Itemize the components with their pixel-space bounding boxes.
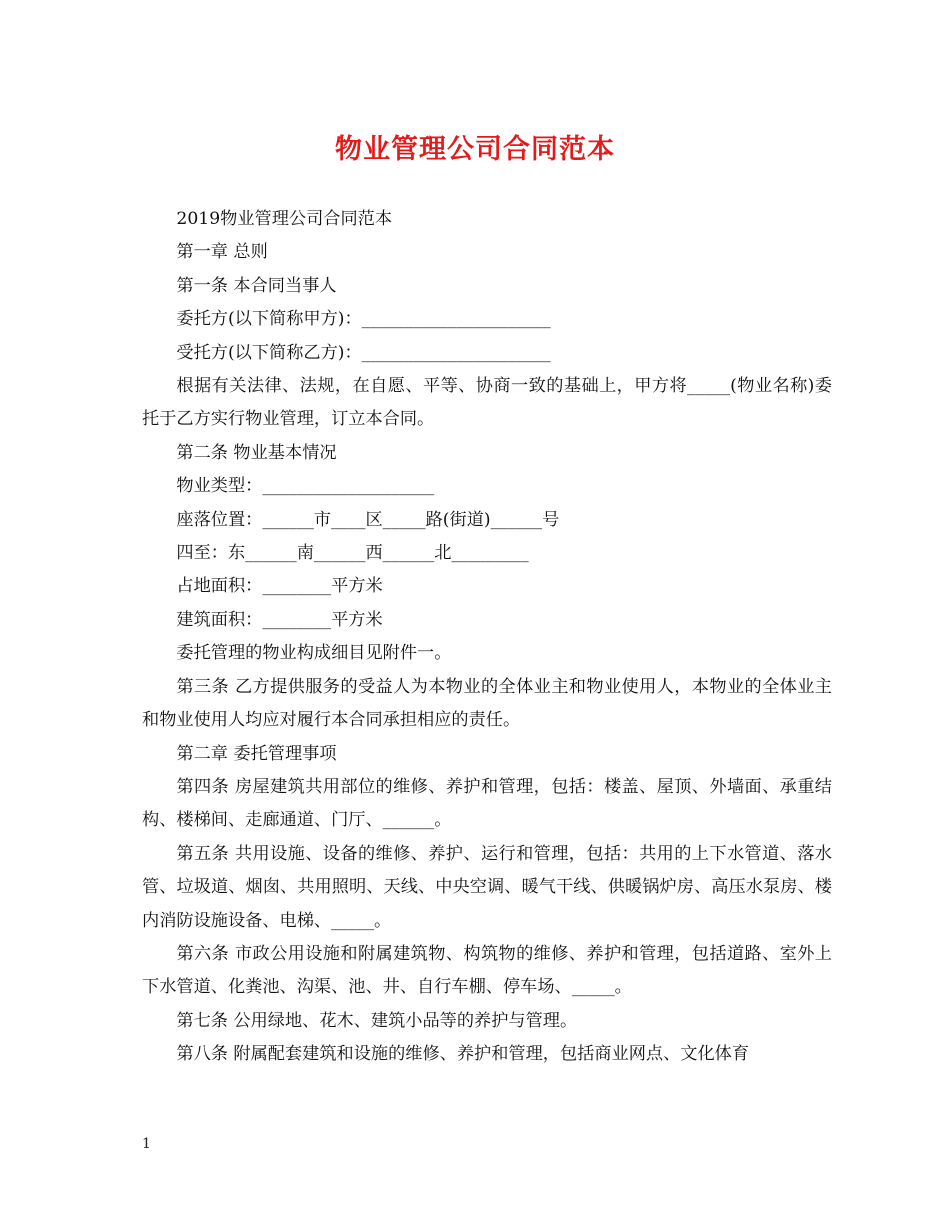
paragraph: 根据有关法律、法规，在自愿、平等、协商一致的基础上，甲方将_____(物业名称)委托于乙方实行物业管理，订立本合同。 bbox=[142, 376, 832, 430]
paragraph: 第六条 市政公用设施和附属建筑物、构筑物的维修、养护和管理，包括道路、室外上下水管道、化粪池、沟渠、池、井、自行车棚、停车场、_____。 bbox=[142, 943, 832, 998]
paragraph: 占地面积：________平方米 bbox=[176, 576, 383, 597]
document-title: 物业管理公司合同范本 bbox=[335, 134, 615, 165]
paragraph: 物业类型：____________________ bbox=[176, 476, 435, 497]
chapter-heading: 第一章 总则 bbox=[176, 242, 268, 263]
paragraph: 第八条 附属配套建筑和设施的维修、养护和管理，包括商业网点、文化体育 bbox=[176, 1044, 750, 1065]
chapter-heading: 第二章 委托管理事项 bbox=[176, 743, 337, 764]
paragraph: 委托管理的物业构成细目见附件一。 bbox=[176, 643, 452, 664]
page-number: 1 bbox=[142, 1136, 151, 1152]
paragraph: 2019物业管理公司合同范本 bbox=[176, 209, 393, 229]
paragraph: 第四条 房屋建筑共用部位的维修、养护和管理，包括：楼盖、屋顶、外墙面、承重结构、楼梯间、走廊通道、门厅、______。 bbox=[142, 776, 832, 831]
paragraph: 第七条 公用绿地、花木、建筑小品等的养护与管理。 bbox=[176, 1010, 578, 1031]
paragraph: 第三条 乙方提供服务的受益人为本物业的全体业主和物业使用人，本物业的全体业主和物业使用人均应对履行本合同承担相应的责任。 bbox=[142, 676, 832, 731]
paragraph: 四至：东______南______西______北_________ bbox=[176, 543, 529, 564]
paragraph: 座落位置：______市____区_____路(街道)______号 bbox=[176, 509, 560, 530]
article-heading: 第一条 本合同当事人 bbox=[176, 275, 337, 296]
paragraph: 第五条 共用设施、设备的维修、养护、运行和管理，包括：共用的上下水管道、落水管、垃圾道、烟囱、共用照明、天线、中央空调、暖气干线、供暖锅炉房、高压水泵房、楼内消防设施设备、电梯、_____。 bbox=[142, 843, 832, 931]
article-heading: 第二条 物业基本情况 bbox=[176, 442, 337, 463]
paragraph: 受托方(以下简称乙方)：______________________ bbox=[176, 342, 551, 363]
paragraph: 建筑面积：________平方米 bbox=[176, 609, 383, 630]
paragraph: 委托方(以下简称甲方)：______________________ bbox=[176, 309, 551, 330]
document-body bbox=[142, 203, 832, 1072]
